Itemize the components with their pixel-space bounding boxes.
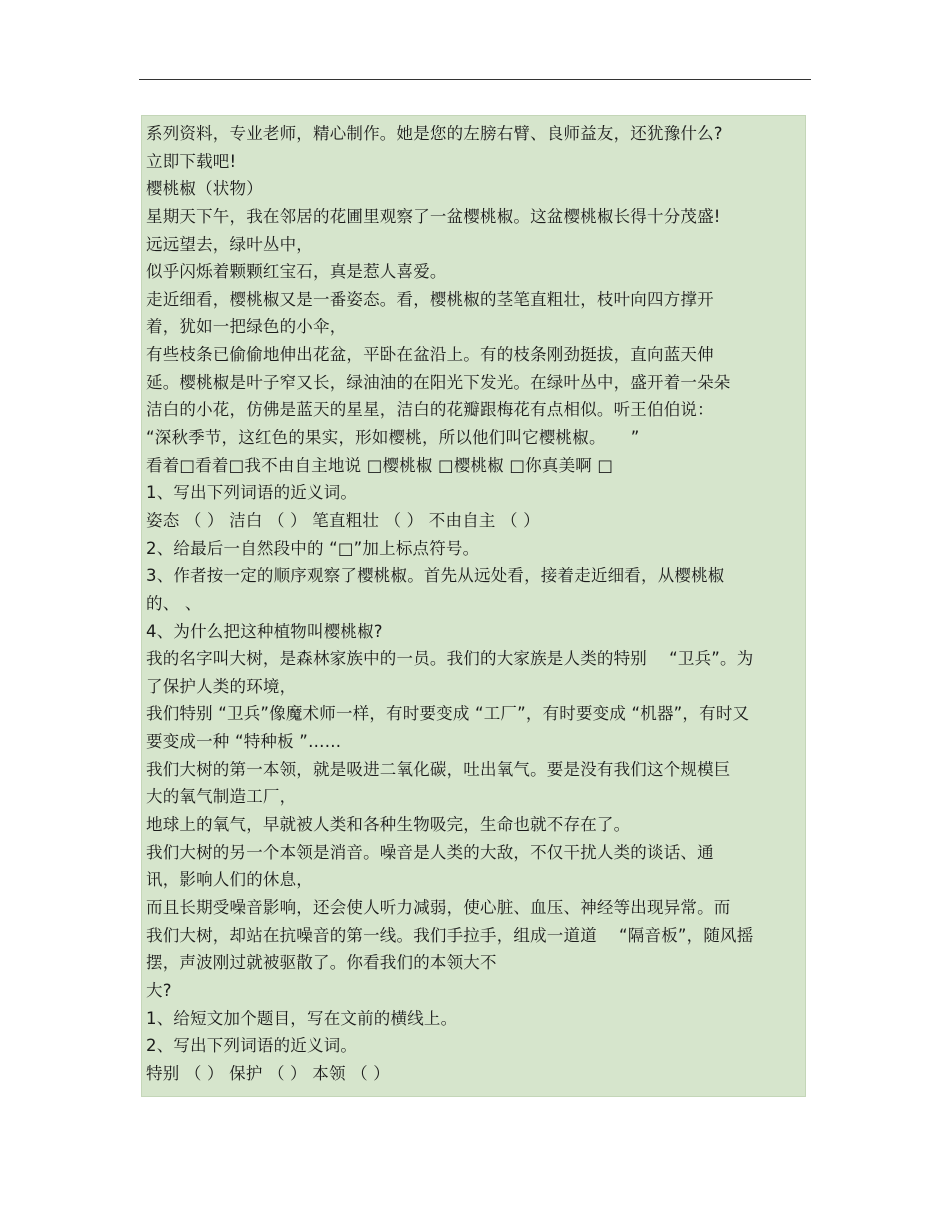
- text-line: 我们大树的第一本领，就是吸进二氧化碳，吐出氧气。要是没有我们这个规模巨: [146, 759, 731, 779]
- text-line: 而且长期受噪音影响，还会使人听力减弱，使心脏、血压、神经等出现异常。而: [146, 897, 731, 917]
- text-line: 似乎闪烁着颗颗红宝石，真是惹人喜爱。: [146, 262, 447, 282]
- text-line: 我的名字叫大树，是森林家族中的一员。我们的大家族是人类的特别 “卫兵”。为: [146, 649, 754, 669]
- text-line: 远远望去，绿叶丛中，: [146, 234, 313, 254]
- text-line: 姿态 （ ） 洁白 （ ） 笔直粗壮 （ ） 不由自主 （ ）: [146, 510, 540, 530]
- text-line: 摆，声波刚过就被驱散了。你看我们的本领大不: [146, 953, 497, 973]
- text-line: 我们大树，却站在抗噪音的第一线。我们手拉手，组成一道道 “隔音板”，随风摇: [146, 925, 754, 945]
- text-line: 了保护人类的环境，: [146, 676, 297, 696]
- text-line: 大?: [146, 980, 172, 1000]
- text-line: 讯，影响人们的休息，: [146, 870, 313, 890]
- text-line: 有些枝条已偷偷地伸出花盆，平卧在盆沿上。有的枝条刚劲挺拔，直向蓝天伸: [146, 345, 714, 365]
- header-rule: [139, 79, 811, 80]
- text-line: 大的氧气制造工厂，: [146, 787, 297, 807]
- document-body: [146, 120, 796, 1087]
- text-line: 要变成一种 “特种板 ”……: [146, 732, 342, 752]
- text-line: 延。樱桃椒是叶子窄又长，绿油油的在阳光下发光。在绿叶丛中，盛开着一朵朵: [146, 372, 731, 392]
- text-line: 星期天下午，我在邻居的花圃里观察了一盆樱桃椒。这盆樱桃椒长得十分茂盛!: [146, 206, 721, 226]
- text-line: 1、写出下列词语的近义词。: [146, 483, 358, 503]
- text-line: 看着□看着□我不由自主地说 □樱桃椒 □樱桃椒 □你真美啊 □: [146, 455, 614, 475]
- text-line: 2、给最后一自然段中的 “□”加上标点符号。: [146, 538, 480, 558]
- text-line: 4、为什么把这种植物叫樱桃椒?: [146, 621, 383, 641]
- text-line: 洁白的小花，仿佛是蓝天的星星，洁白的花瓣跟梅花有点相似。听王伯伯说：: [146, 400, 714, 420]
- text-line: 走近细看，樱桃椒又是一番姿态。看，樱桃椒的茎笔直粗壮，枝叶向四方撑开: [146, 289, 714, 309]
- text-line: 我们特别 “卫兵”像魔术师一样，有时要变成 “工厂”，有时要变成 “机器”，有时又: [146, 704, 750, 724]
- text-line: 3、作者按一定的顺序观察了樱桃椒。首先从远处看，接着走近细看，从樱桃椒: [146, 566, 725, 586]
- text-line: 地球上的氧气，早就被人类和各种生物吸完，生命也就不存在了。: [146, 815, 631, 835]
- text-line: “深秋季节，这红色的果实，形如樱桃，所以他们叫它樱桃椒。 ”: [146, 428, 640, 448]
- text-line: 1、给短文加个题目，写在文前的横线上。: [146, 1008, 458, 1028]
- text-line: 的、 、: [146, 593, 202, 613]
- text-line: 系列资料，专业老师，精心制作。她是您的左膀右臂、良师益友，还犹豫什么?: [146, 124, 723, 143]
- text-line: 特别 （ ） 保护 （ ） 本领 （ ）: [146, 1063, 390, 1083]
- text-line: 我们大树的另一个本领是消音。噪音是人类的大敌，不仅干扰人类的谈话、通: [146, 842, 714, 862]
- text-line: 樱桃椒（状物）: [146, 179, 263, 199]
- text-line: 2、写出下列词语的近义词。: [146, 1036, 358, 1056]
- text-line: 着，犹如一把绿色的小伞，: [146, 317, 347, 337]
- text-line: 立即下载吧!: [146, 151, 237, 171]
